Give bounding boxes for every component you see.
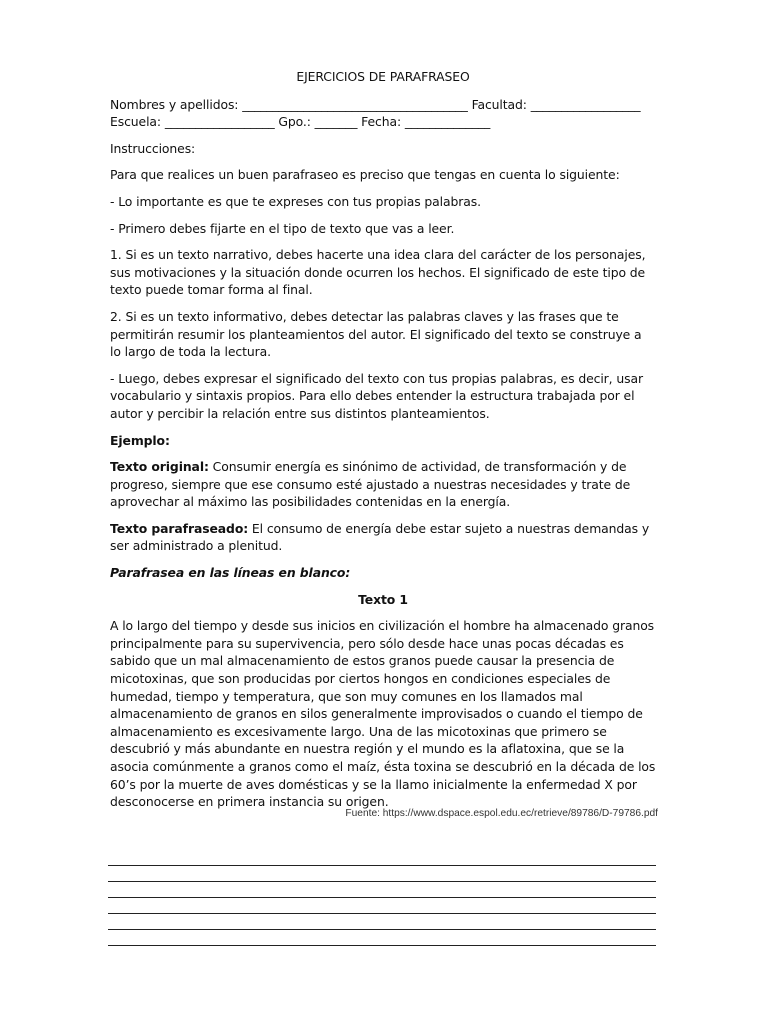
instructions-intro: Para que realices un buen parafraseo es preciso que tengas en cuenta lo siguiente: [110,167,620,183]
paraphrased-text-label: Texto parafraseado: [110,520,249,536]
instruction-bullet-2: - Primero debes fijarte en el tipo de texto que vas a leer. [110,220,455,236]
original-text-label: Texto original: [110,459,209,475]
answer-blank-line[interactable] [108,866,656,882]
document-body [110,68,656,820]
answer-blank-line[interactable] [108,914,656,930]
school-group-date-field[interactable]: Escuela: __________________ Gpo.: _______ Fecha: ______________ [110,114,491,130]
exercise-prompt: Parafrasea en las líneas en blanco: [110,565,351,581]
name-faculty-field[interactable]: Nombres y apellidos: _____________________________________ Facultad: __________________ [110,96,641,112]
paraphrased-text-paragraph [110,520,656,555]
original-text-paragraph [110,458,656,511]
answer-blank-line[interactable] [108,882,656,898]
page-title: EJERCICIOS DE PARAFRASEO [296,69,470,84]
instruction-point-1: 1. Si es un texto narrativo, debes hacerte una idea clara del carácter de los personajes, sus motivaciones y la situación donde ocurren los hechos. El significado de este tipo de texto puede tomar forma al final. [110,247,646,298]
answer-lines[interactable] [108,850,656,946]
instruction-bullet-3: - Luego, debes expresar el significado del texto con tus propias palabras, es decir, usar vocabulario y sintaxis propios. Para ello debes entender la estructura trabajada por el autor y percibir la relación entre sus distintos planteamientos. [110,370,643,421]
instruction-point-2: 2. Si es un texto informativo, debes detectar las palabras claves y las frases que te permitirán resumir los planteamientos del autor. El significado del texto se construye a lo largo de toda la lectura. [110,308,642,360]
answer-blank-line[interactable] [108,850,656,866]
original-text-content: Consumir energía es sinónimo de actividad, de transformación y de progreso, siempre que ese consumo esté ajustado a nuestras necesidades y trate de aprovechar al máximo las posibilidades contenidas en la energía. [110,459,631,510]
student-info-fields [110,96,656,131]
text-1-body: A lo largo del tiempo y desde sus inicios en civilización el hombre ha almacenado granos principalmente para su supervivencia, pero sólo desde hace unas pocas décadas es sabido que un mal almacenamiento de estos granos puede causar la presencia de micotoxinas, que son producidas por ciertos hongos en condiciones especiales de humedad, tiempo y temperatura, que son muy comunes en los llamados mal almacenamiento de granos en silos generalmente improvisados o cuando el tiempo de almacenamiento es excesivamente largo. Una de las micotoxinas que primero se descubrió y más abundante en nuestra región y el mundo es la aflatoxina, que se la asocia comúnmente a granos como el maíz, ésta toxina se descubrió en la década de los 60’s por la muerte de aves domésticas y se la llamo inicialmente la enfermedad X por desconocerse en primera instancia su origen. [110,618,656,810]
answer-blank-line[interactable] [108,930,656,946]
instruction-bullet-1: - Lo importante es que te expreses con tus propias palabras. [110,193,481,209]
example-label: Ejemplo: [110,432,170,448]
source-citation: Fuente: https://www.dspace.espol.edu.ec/retrieve/89786/D-79786.pdf [345,808,658,819]
paraphrased-text-content: El consumo de energía debe estar sujeto a nuestras demandas y ser administrado a plenitud. [110,520,650,554]
instructions-label: Instrucciones: [110,140,196,156]
answer-blank-line[interactable] [108,898,656,914]
text-1-title: Texto 1 [358,591,408,607]
